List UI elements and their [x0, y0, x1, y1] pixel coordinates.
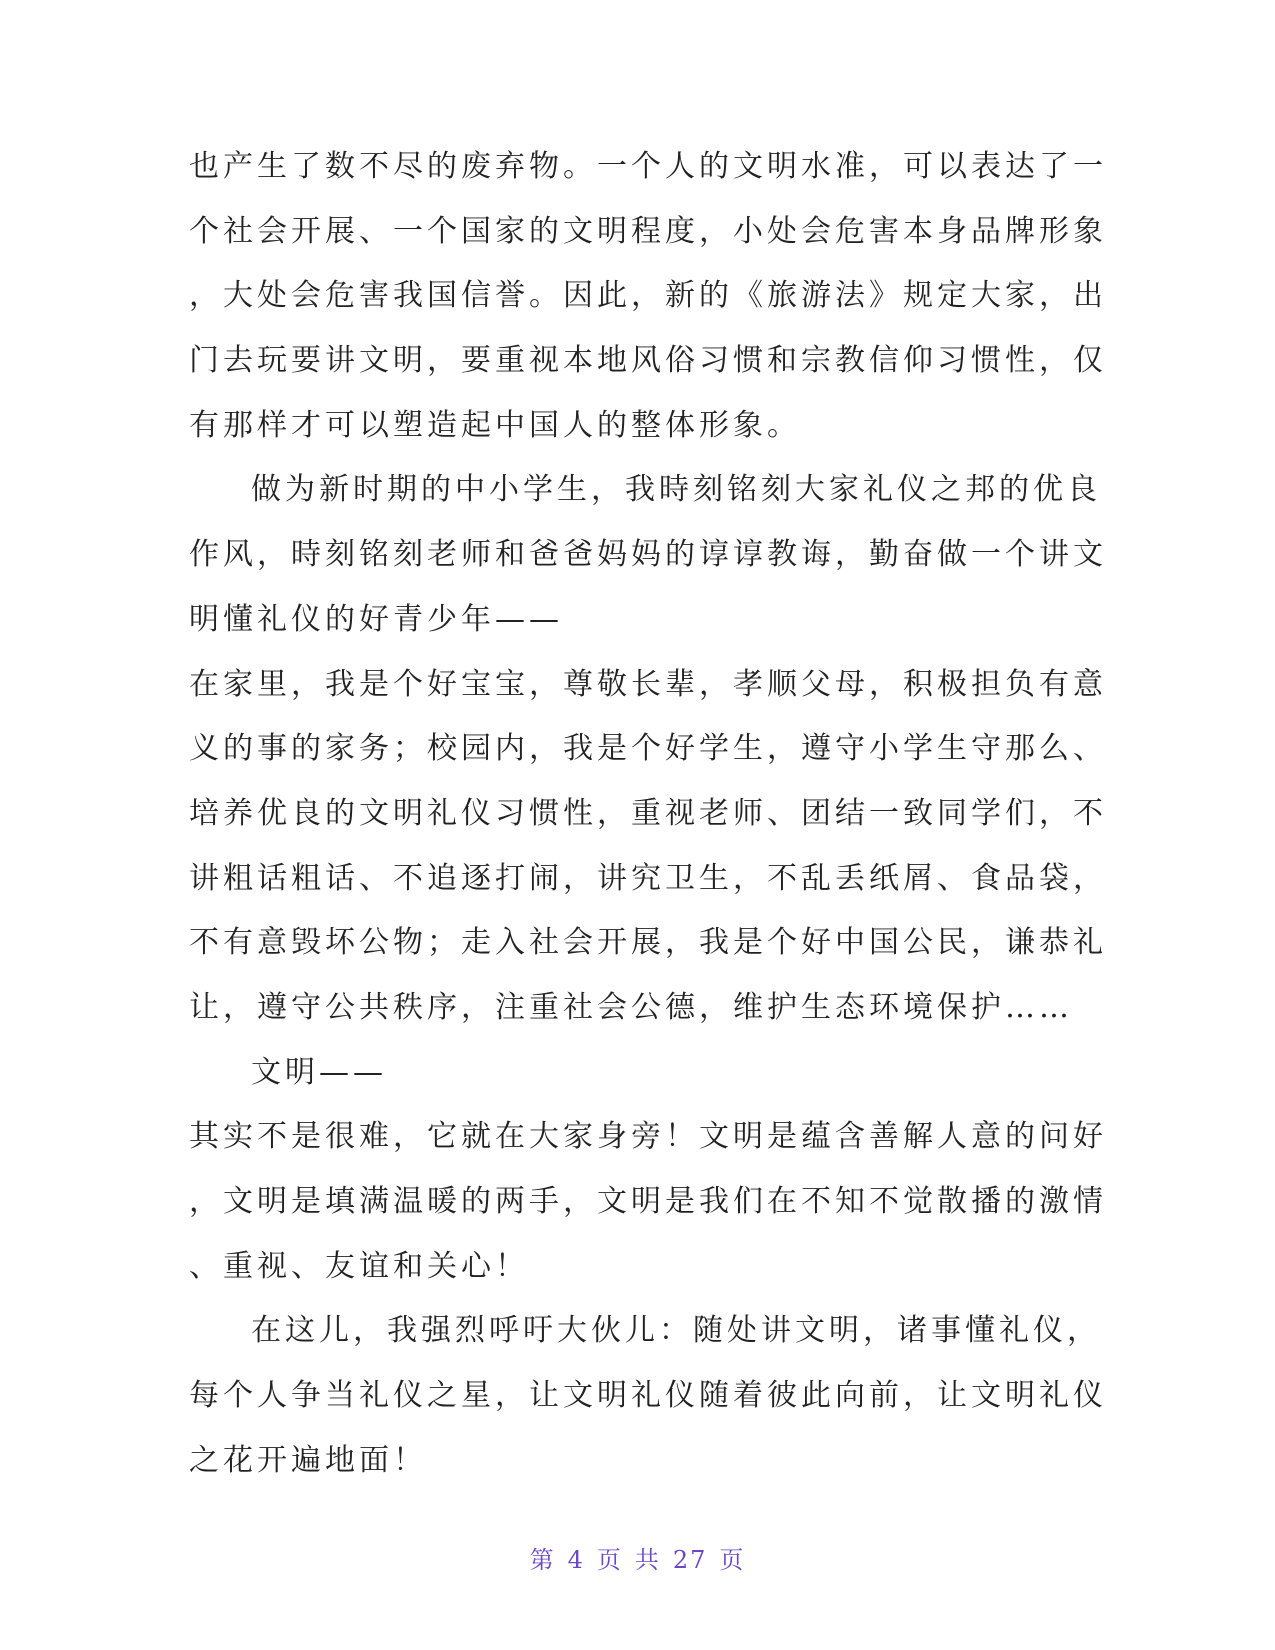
text-line: 培养优良的文明礼仪习惯性，重视老师、团结一致同学们，不	[189, 795, 1107, 831]
text-line: 义的事的家务；校园内，我是个好学生，遵守小学生守那么、	[189, 731, 1107, 767]
footer-page-number: 4	[567, 1546, 585, 1574]
page-footer	[0, 1540, 1275, 1575]
text-line: 也产生了数不尽的废弃物。一个人的文明水准，可以表达了一	[189, 149, 1107, 184]
text-line: 在家里，我是个好宝宝，尊敬长辈，孝顺父母，积极担负有意	[189, 666, 1107, 702]
text-line: 之花开遍地面！	[189, 1442, 427, 1478]
text-line: 明懂礼仪的好青少年——	[189, 601, 563, 637]
text-line: 其实不是很难，它就在大家身旁！文明是蕴含善解人意的问好	[189, 1119, 1107, 1155]
text-line: 不有意毁坏公物；走入社会开展，我是个好中国公民，谦恭礼	[189, 925, 1107, 961]
body-text	[189, 135, 1107, 1493]
text-line: 在这儿，我强烈呼吁大伙儿：随处讲文明，诸事懂礼仪，	[251, 1313, 1101, 1349]
text-line: 做为新时期的中小学生，我時刻铭刻大家礼仪之邦的优良	[251, 472, 1101, 508]
footer-prefix: 第	[529, 1546, 556, 1574]
text-line: ，文明是填满温暖的两手，文明是我们在不知不觉散播的激情	[189, 1184, 1107, 1219]
text-line: 让，遵守公共秩序，注重社会公德，维护生态环境保护……	[189, 989, 1073, 1025]
text-line: ，大处会危害我国信誉。因此，新的《旅游法》规定大家，出	[189, 278, 1107, 314]
footer-suffix: 页	[719, 1546, 746, 1574]
text-line: 有那样才可以塑造起中国人的整体形象。	[189, 407, 801, 443]
footer-total-label: 共	[634, 1546, 661, 1574]
text-line: 文明——	[251, 1054, 387, 1090]
text-line: 每个人争当礼仪之星，让文明礼仪随着彼此向前，让文明礼仪	[189, 1378, 1107, 1414]
text-line: 、重视、友谊和关心！	[189, 1248, 529, 1284]
footer-page-label: 页	[596, 1546, 623, 1574]
text-line: 门去玩要讲文明，要重视本地风俗习惯和宗教信仰习惯性，仅	[189, 343, 1107, 379]
footer-total-pages: 27	[672, 1546, 708, 1574]
text-line: 讲粗话粗话、不追逐打闹，讲究卫生，不乱丢纸屑、食品袋，	[189, 860, 1107, 896]
text-line: 个社会开展、一个国家的文明程度，小处会危害本身品牌形象	[189, 213, 1107, 249]
text-line: 作风，時刻铭刻老师和爸爸妈妈的谆谆教诲，勤奋做一个讲文	[189, 537, 1107, 573]
